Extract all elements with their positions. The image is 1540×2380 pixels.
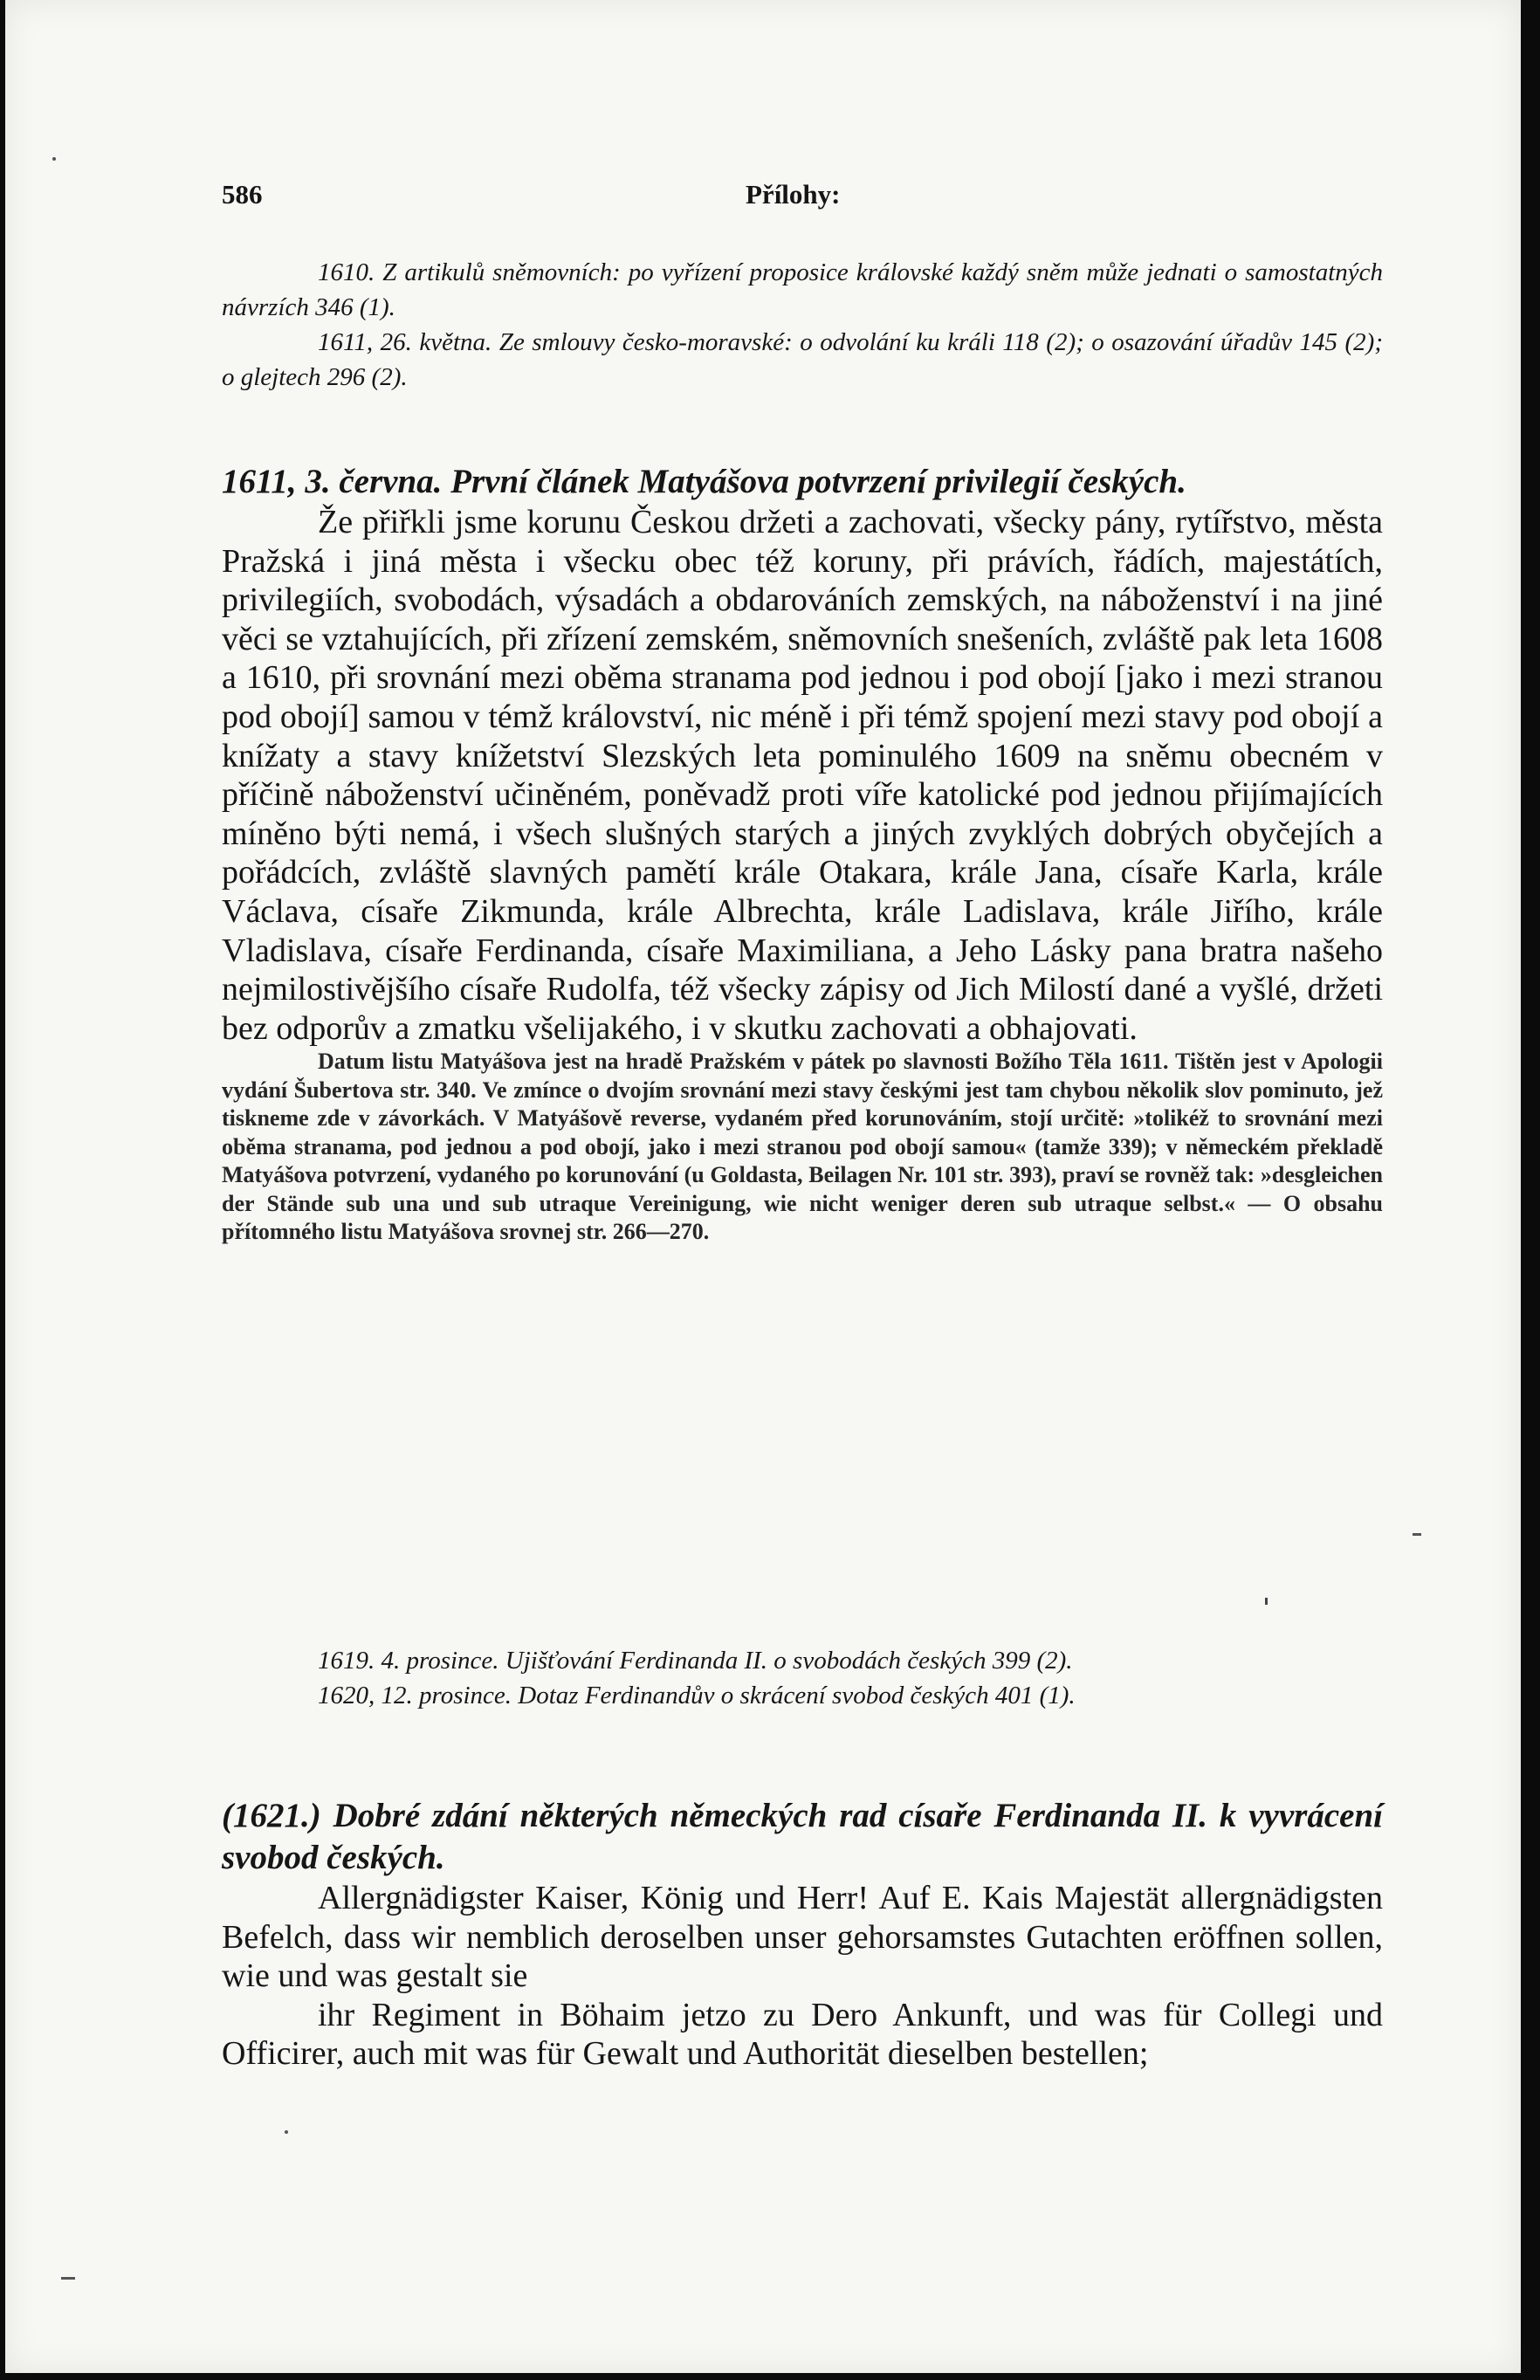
- section-matyas-confirmation: [222, 461, 1383, 1247]
- section-body-paragraph: ihr Regiment in Böhaim jetzo zu Dero Ankunft, und was für Collegi und Officirer, auch mit was für Gewalt und Authorität dieselben bestellen;: [222, 1996, 1383, 2073]
- source-note: Datum listu Matyášova jest na hradě Pražském v pátek po slavnosti Božího Těla 1611. Tištěn jest v Apologii vydání Šubertova str. 340. Ve zmínce o dvojím srovnání mezi stavy českými jest tam chybou několik slov pominuto, jež tiskneme zde v závorkách. V Matyášově reverse, vydaném před korunováním, stojí určitě: »tolikéž to srovnání mezi oběma stranama, pod jednou a pod obojí, jako i mezi stranou pod obojí samou« (tamže 339); v německém překladě Matyášova potvrzení, vydaného po korunování (u Goldasta, Beilagen Nr. 101 str. 393), praví se rovněž tak: »desgleichen der Stände sub una und sub utraque Vereinigung, wie nicht weniger deren sub utraque selbst.« — O obsahu přítomného listu Matyášova srovnej str. 266—270.: [222, 1049, 1383, 1245]
- scan-speck: [52, 157, 56, 161]
- section-german-council-opinion: [222, 1795, 1383, 2074]
- running-title: Přílohy:: [746, 179, 841, 210]
- scan-mark: [1265, 1598, 1268, 1605]
- top-notes: [222, 255, 1383, 395]
- page-header: [222, 179, 1383, 214]
- note-1619: 1619. 4. prosince. Ujišťování Ferdinanda II. o svobodách českých 399 (2).: [318, 1647, 1073, 1675]
- scanned-page: [5, 0, 1521, 2373]
- scan-mark: [61, 2277, 75, 2280]
- scan-speck: [285, 2130, 288, 2134]
- middle-notes: [222, 1643, 1383, 1713]
- note-1611-may: 1611, 26. května. Ze smlouvy česko-moravské: o odvolání ku králi 118 (2); o osazování úřadův 145 (2); o glejtech 296 (2).: [222, 328, 1383, 391]
- page-number: 586: [222, 179, 263, 210]
- note-1610: 1610. Z artikulů sněmovních: po vyřízení proposice královské každý sněm může jednati o samostatných návrzích 346 (1).: [222, 258, 1383, 321]
- section-body-paragraph: Allergnädigster Kaiser, König und Herr! Auf E. Kais Majestät allergnädigsten Befelch, dass wir nemblich deroselben unser gehorsamstes Gutachten eröffnen sollen, wie und was gestalt sie: [222, 1880, 1383, 1995]
- section-heading: 1611, 3. června. První článek Matyášova potvrzení privilegií českých.: [222, 463, 1186, 500]
- section-body: Že přiřkli jsme korunu Českou držeti a zachovati, všecky pány, rytířstvo, města Pražská i jiná města i všecku obec též koruny, při právích, řádích, majestátích, privilegiích, svobodách, výsadách a obdarováních zemských, na náboženství i na jiné věci se vztahujících, při zřízení zemském, sněmovních snešeních, zvláště pak leta 1608 a 1610, při srovnání mezi oběma stranama pod jednou i pod obojí [jako i mezi stranou pod obojí] samou v témž království, nic méně i při témž spojení mezi stavy pod obojí a knížaty a stavy knížetství Slezských leta pominulého 1609 na sněmu obecném v příčině náboženství učiněném, poněvadž proti víře katolické pod jednou přijímajících míněno býti nemá, i všech slušných starých a jiných zvyklých dobrých obyčejích a pořádcích, zvláště slavných pamětí krále Otakara, krále Jana, císaře Karla, krále Václava, císaře Zikmunda, krále Albrechta, krále Ladislava, krále Jiřího, krále Vladislava, císaře Ferdinanda, císaře Maximiliana, a Jeho Lásky pana bratra našeho nejmilostivějšího císaře Rudolfa, též všecky zápisy od Jich Milostí dané a vyšlé, držeti bez odporův a zmatku všelijakého, i v skutku zachovati a obhajovati.: [222, 504, 1383, 1047]
- section-heading: (1621.) Dobré zdání některých německých rad císaře Ferdinanda II. k vyvrácení svobod českých.: [222, 1797, 1383, 1876]
- scan-mark: [1413, 1533, 1421, 1536]
- note-1620: 1620, 12. prosince. Dotaz Ferdinandův o skrácení svobod českých 401 (1).: [318, 1682, 1076, 1709]
